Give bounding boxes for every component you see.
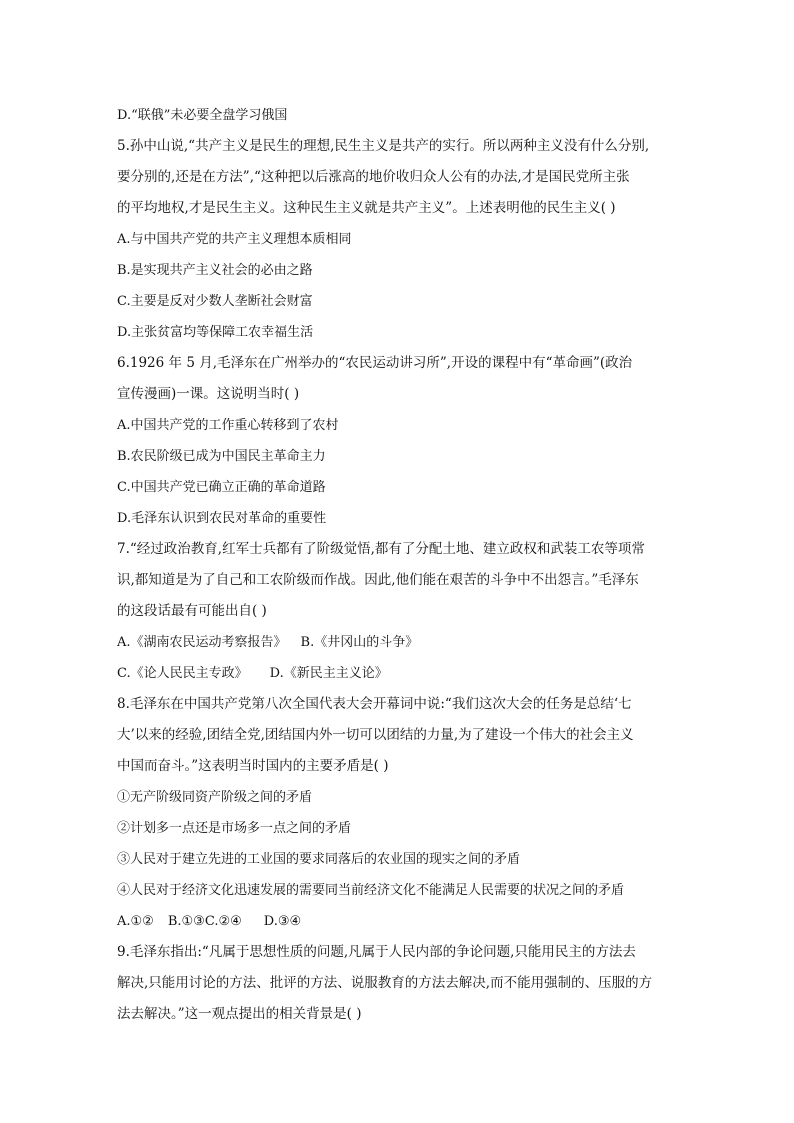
q7-option-d: D.《新民主主义论》: [269, 666, 388, 681]
q9-stem-line-3: 法去解决。”这一观点提出的相关背景是( ): [117, 1006, 362, 1022]
q7-options-row-1: [117, 627, 682, 658]
q6-stem-line-2: 宣传漫画)一课。这说明当时( ): [117, 386, 300, 402]
q7-option-c: C.《论人民民主专政》: [117, 666, 248, 681]
q6-option-d: D.毛泽东认识到农民对革命的重要性: [117, 511, 327, 526]
q7-stem-line-3: 的这段话最有可能出自( ): [117, 603, 267, 619]
q7-stem-line-1: 7.“经过政治教育,红军士兵都有了阶级觉悟,都有了分配土地、建立政权和武装工农等项常: [117, 541, 645, 557]
q4-option-d: D.“联俄”未必要全盘学习俄国: [117, 108, 288, 123]
exam-page: [117, 100, 682, 1030]
q8-stem-line-1: 8.毛泽东在中国共产党第八次全国代表大会开幕词中说:“我们这次大会的任务是总结‘七: [117, 696, 632, 712]
q8-item-2: ②计划多一点还是市场多一点之间的矛盾: [117, 821, 352, 836]
q5-stem-line-1: 5.孙中山说,“共产主义是民生的理想,民生主义是共产的实行。所以两种主义没有什么分别,: [117, 138, 650, 154]
q6-option-b: B.农民阶级已成为中国民主革命主力: [117, 449, 326, 464]
q7-option-a: A.《湖南农民运动考察报告》: [117, 635, 287, 650]
q8-item-3: ③人民对于建立先进的工业国的要求同落后的农业国的现实之间的矛盾: [117, 852, 521, 867]
q6-stem-line-1: 6.1926 年 5 月,毛泽东在广州举办的“农民运动讲习所”,开设的课程中有“革命画”(政治: [117, 355, 633, 371]
q5-stem-line-2: 要分别的,还是在方法”,“这种把以后涨高的地价收归众人公有的办法,才是国民党所主张: [117, 169, 630, 185]
q9-stem-line-2: 解决,只能用讨论的方法、批评的方法、说服教育的方法去解决,而不能用强制的、压服的方: [117, 975, 653, 991]
q9-stem-line-1: 9.毛泽东指出:“凡属于思想性质的问题,凡属于人民内部的争论问题,只能用民主的方法去: [117, 944, 636, 960]
q7-option-b: B.《井冈山的斗争》: [300, 635, 419, 650]
q8-option-a: A.①②: [117, 914, 154, 929]
q6-option-a: A.中国共产党的工作重心转移到了农村: [117, 418, 339, 433]
q6-option-c: C.中国共产党已确立正确的革命道路: [117, 480, 326, 495]
q5-stem-line-3: 的平均地权,才是民生主义。这种民生主义就是共产主义”。上述表明他的民生主义( ): [117, 200, 616, 216]
q5-option-b: B.是实现共产主义社会的必由之路: [117, 263, 313, 278]
q8-options-row: [117, 906, 682, 937]
q7-options-row-2: [117, 658, 682, 689]
q8-item-4: ④人民对于经济文化迅速发展的需要同当前经济文化不能满足人民需要的状况之间的矛盾: [117, 883, 625, 898]
q5-option-d: D.主张贫富均等保障工农幸福生活: [117, 325, 314, 340]
q5-option-c: C.主要是反对少数人垄断社会财富: [117, 294, 313, 309]
q8-item-1: ①无产阶级同资产阶级之间的矛盾: [117, 790, 313, 805]
q8-option-d: D.③④: [263, 914, 302, 929]
q5-option-a: A.与中国共产党的共产主义理想本质相同: [117, 232, 352, 247]
q7-stem-line-2: 识,都知道是为了自己和工农阶级而作战。因此,他们能在艰苦的斗争中不出怨言。”毛泽东: [117, 572, 639, 588]
q8-stem-line-2: 大’以来的经验,团结全党,团结国内外一切可以团结的力量,为了建设一个伟大的社会主义: [117, 727, 634, 743]
q8-option-b-c: B.①③C.②④: [167, 914, 242, 929]
q8-stem-line-3: 中国而奋斗。”这表明当时国内的主要矛盾是( ): [117, 758, 389, 774]
